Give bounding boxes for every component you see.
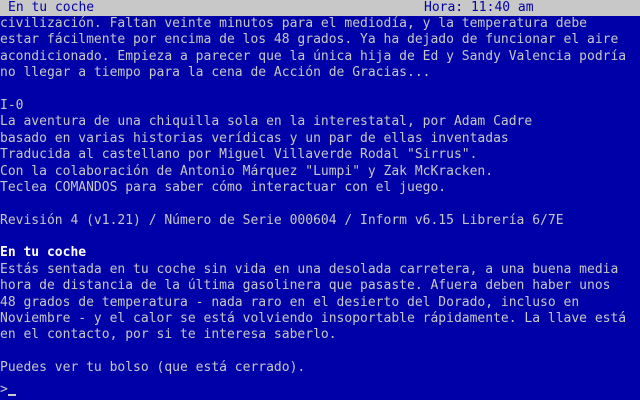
- revision-line: Revisión 4 (v1.21) / Número de Serie 000604 / Inform v6.15 Librería 6/7E: [0, 212, 564, 228]
- room-description-line: Noviembre - y el calor se está volviendo insoportable rápidamente. La llave está: [0, 311, 627, 327]
- blank-line: [0, 196, 640, 212]
- room-description-line: 48 grados de temperatura - nada raro en el desierto del Dorado, incluso en: [0, 294, 580, 310]
- room-description-line: Estás sentada en tu coche sin vida en una desolada carretera, a una buena media: [0, 261, 619, 277]
- prompt-symbol: >: [0, 382, 8, 397]
- command-prompt[interactable]: [0, 382, 640, 400]
- credits-line: Traducida al castellano por Miguel Villaverde Rodal "Sirrus".: [0, 147, 478, 163]
- room-title: En tu coche: [0, 245, 87, 261]
- intro-line: civilización. Faltan veinte minutos para el mediodía, y la temperatura debe: [0, 16, 587, 31]
- room-description-line: en el contacto, por si te interesa saberlo.: [0, 327, 337, 343]
- credits-line: Con la colaboración de Antonio Márquez "Lumpi" y Zak McKracken.: [0, 163, 494, 179]
- status-time: Hora: 11:40 am: [424, 0, 534, 15]
- intro-line: no llegar a tiempo para la cena de Acción de Gracias...: [0, 65, 431, 81]
- status-bar: [0, 0, 640, 16]
- blank-line: [0, 82, 640, 98]
- inventory-note: Puedes ver tu bolso (que está cerrado).: [0, 360, 306, 376]
- credits-line: basado en varias historias verídicas y un par de ellas inventadas: [0, 130, 509, 146]
- room-description-line: hora de distancia de la última gasolinera que pasaste. Afuera deben haber unos: [0, 278, 611, 294]
- credits-line: I-0: [0, 97, 24, 113]
- text-cursor: [8, 394, 16, 396]
- intro-line: acondicionado. Empieza a parecer que la única hija de Ed y Sandy Valencia podría: [0, 48, 627, 64]
- blank-line: [0, 344, 640, 360]
- credits-line: Teclea COMANDOS para saber cómo interactuar con el juego.: [0, 179, 447, 195]
- blank-line: [0, 229, 640, 245]
- story-output: [0, 16, 640, 386]
- status-location: En tu coche: [8, 0, 95, 15]
- intro-line: estar fácilmente por encima de los 48 grados. Ya ha dejado de funcionar el aire: [0, 32, 619, 48]
- credits-line: La aventura de una chiquilla sola en la interestatal, por Adam Cadre: [0, 114, 533, 130]
